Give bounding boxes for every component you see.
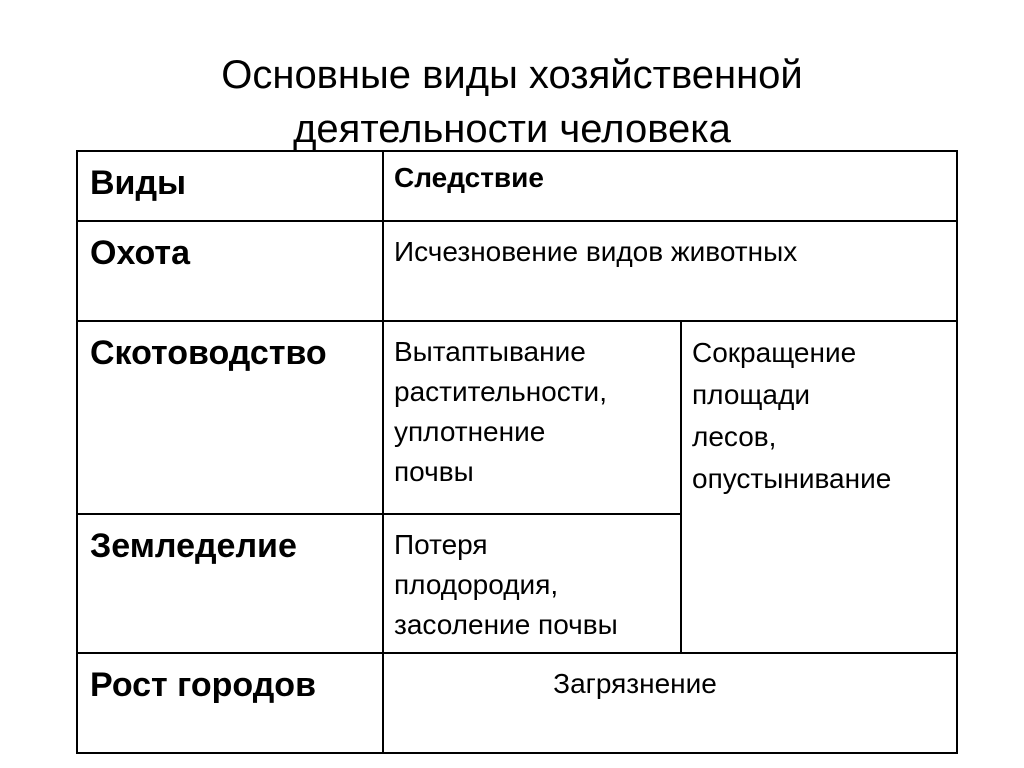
slide-title	[0, 48, 1024, 156]
header-consequence: Следствие	[383, 151, 957, 221]
row-kind-agriculture: Земледелие	[77, 514, 383, 653]
title-line-1: Основные виды хозяйственной	[221, 53, 803, 97]
row-kind-hunting: Охота	[77, 221, 383, 321]
row-consequence-livestock: Вытаптывание растительности, уплотнение почвы	[383, 321, 681, 514]
row-consequence-cities: Загрязнение	[383, 653, 957, 753]
header-kinds: Виды	[77, 151, 383, 221]
row-consequence-agriculture: Потеря плодородия, засоление почвы	[383, 514, 681, 653]
activities-table	[76, 150, 958, 754]
table-header-row	[77, 151, 957, 221]
row-consequence-hunting: Исчезновение видов животных	[383, 221, 957, 321]
shared-consequence-forests: Сокращение площади лесов, опустынивание	[681, 321, 957, 653]
table-row	[77, 653, 957, 753]
table-row	[77, 321, 957, 514]
row-kind-cities: Рост городов	[77, 653, 383, 753]
row-kind-livestock: Скотоводство	[77, 321, 383, 514]
table-row	[77, 221, 957, 321]
title-line-2: деятельности человека	[293, 107, 731, 151]
